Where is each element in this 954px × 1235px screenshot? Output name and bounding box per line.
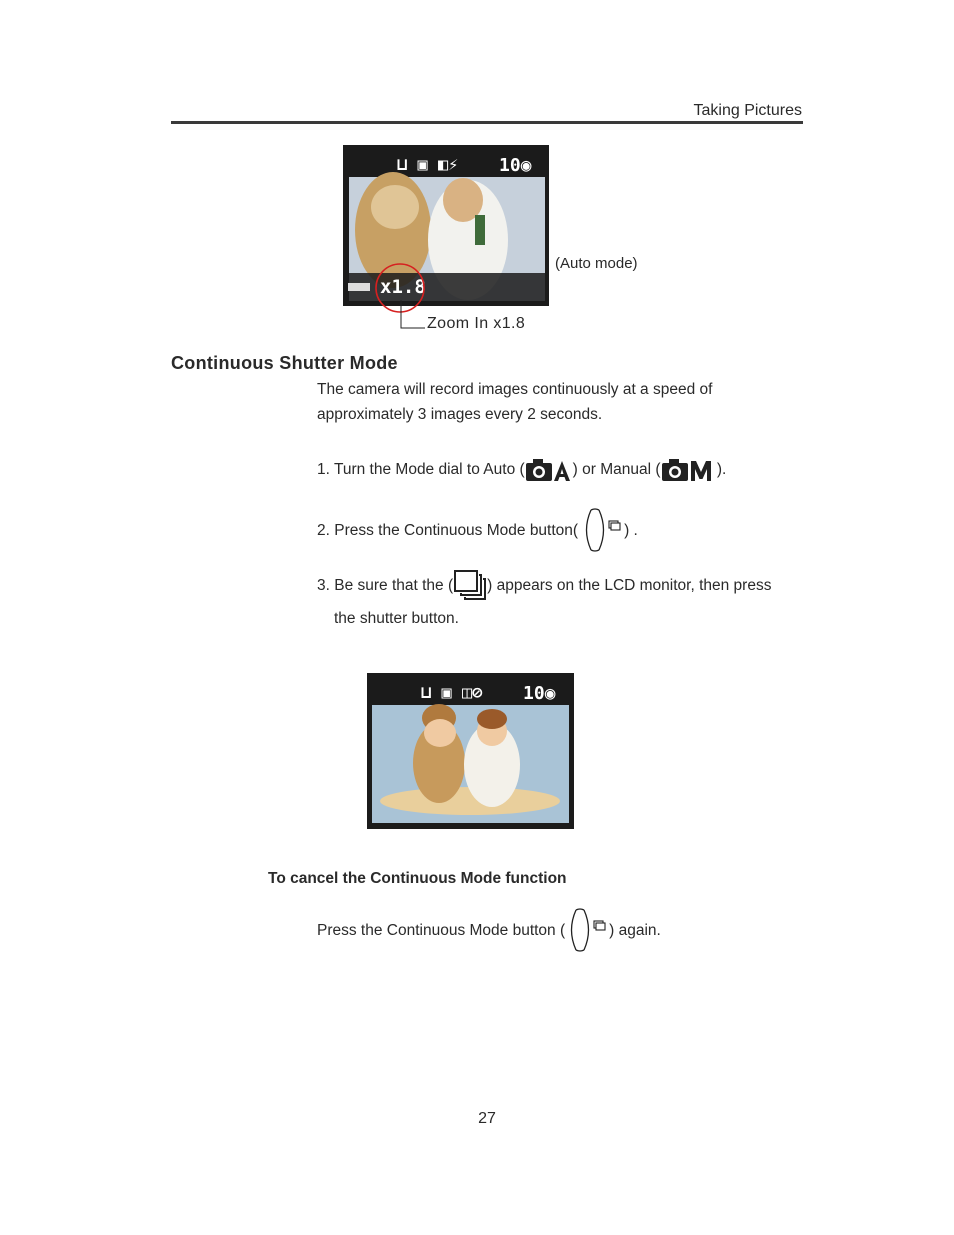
step-1: 1. Turn the Mode dial to Auto ( ) or Manual ( ).	[317, 457, 726, 482]
cancel-subtitle: To cancel the Continuous Mode function	[268, 870, 567, 887]
header-rule	[171, 121, 803, 124]
osd-zoom-readout: x1.8	[380, 276, 426, 298]
intro-line: The camera will record images continuously at a speed of	[317, 381, 713, 398]
osd-camera-icon: ◉	[544, 683, 556, 704]
osd-shot-count-continuous: 10◉	[523, 683, 556, 704]
step-3-continuation: the shutter button.	[334, 610, 459, 627]
cancel-instruction: Press the Continuous Mode button ( ) again.	[317, 906, 661, 954]
osd-camera-icon: ◉	[520, 155, 532, 176]
step-2: 2. Press the Continuous Mode button( ) .	[317, 506, 638, 554]
osd-icons-top: ⊔ ▣ ◧⚡	[397, 155, 459, 175]
lcd-screenshot-continuous	[367, 673, 574, 829]
zoom-callout-line	[399, 300, 429, 330]
intro-line: approximately 3 images every 2 seconds.	[317, 406, 603, 423]
continuous-frames-icon	[453, 569, 487, 601]
continuous-button-icon	[578, 507, 624, 553]
intro-paragraph	[317, 377, 797, 427]
osd-icons-top-continuous: ⊔ ▣ ◫⊘	[421, 683, 483, 703]
osd-shot-count: 10◉	[499, 155, 532, 176]
mode-caption: (Auto mode)	[555, 255, 638, 272]
page-number: 27	[478, 1110, 496, 1127]
running-header: Taking Pictures	[693, 102, 802, 119]
section-title: Continuous Shutter Mode	[171, 353, 398, 373]
camera-auto-icon	[525, 458, 573, 482]
step-3: 3. Be sure that the ( ) appears on the LCD monitor, then press	[317, 568, 771, 602]
continuous-button-icon	[565, 907, 609, 953]
zoom-caption: Zoom In x1.8	[427, 315, 526, 332]
camera-manual-icon	[661, 458, 713, 482]
